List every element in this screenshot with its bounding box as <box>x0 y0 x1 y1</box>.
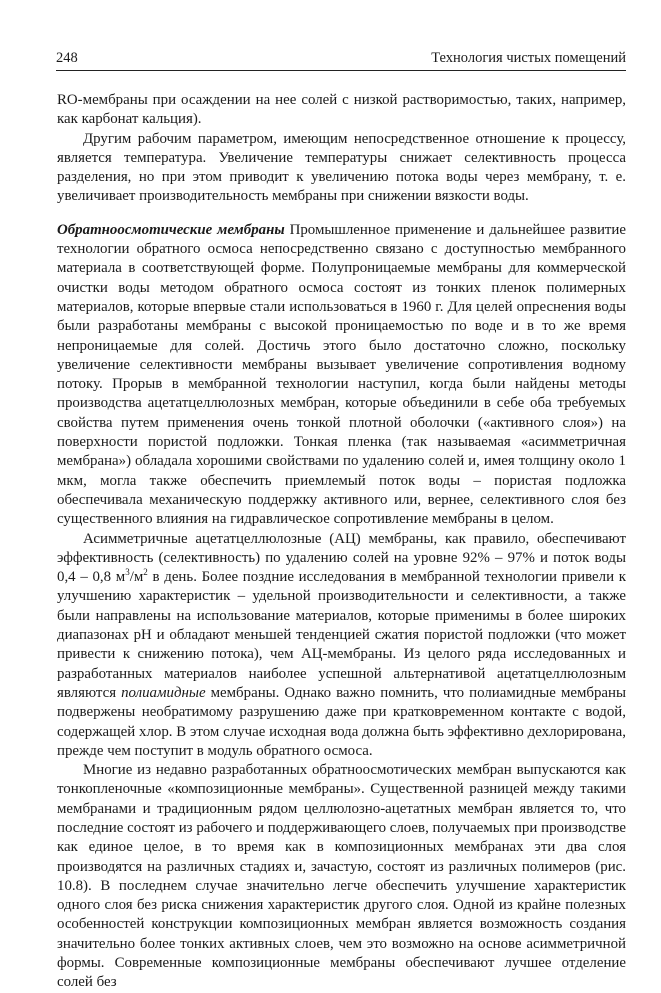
text-segment: мембраны. Однако важно помнить, что полиамидные мембраны подвержены необратимому разрушению даже при кратковременном контакте с водой, содержащей хлор. В этом случае исходная вода должна быть эффективно дехлорирована, прежде чем поступит в модуль обратного осмоса. <box>57 684 627 759</box>
text-segment: в день. Более поздние исследования в мембранной технологии привели к улучшению характеристик – удельной производительности и селективности, а также были направлены на использование материалов, которые применимы в более широких диапазонах pH и обладают меньшей тенденцией сжатия пористой подложки (что может привести к снижению потока), чем АЦ-мембраны. Из целого ряда исследованных и разработанных материалов наиболее успешной альтернативой ацетатцеллюлозным являются <box>57 569 627 701</box>
superscript: 2 <box>143 567 148 578</box>
paragraph-continuation: RO-мембраны при осаждении на нее солей с низкой растворимостью, таких, например, как карбонат кальция). <box>57 92 626 128</box>
paragraph-temperature: Другим рабочим параметром, имеющим непосредственное отношение к процессу, является температура. Увеличение температуры снижает селективность процесса разделения, но при этом приводит к увеличению потока воды через мембрану, т. е. увеличивает производительность мембраны при снижении вязкости воды. <box>57 130 626 205</box>
text-segment: Асимметричные ацетатцеллюлозные (АЦ) мембраны, как правило, обеспечивают эффективность (селективность) по удалению солей на уровне 92% – 97% и поток воды 0,4 – 0,8 м <box>57 530 626 586</box>
italic-term: полиамидные <box>121 684 206 701</box>
running-header <box>56 50 626 71</box>
text-segment: /м <box>129 569 144 586</box>
superscript: 3 <box>125 567 130 578</box>
body-text <box>57 91 626 993</box>
paragraph-ro-membranes <box>57 221 626 530</box>
page-number: 248 <box>56 50 78 66</box>
paragraph-asymmetric-membranes <box>57 530 626 762</box>
paragraph-composite-membranes: Многие из недавно разработанных обратноосмотических мембран выпускаются как тонкопленочные «композиционные мембраны». Существенной разницей между такими мембранами и традиционным рядом целлюлозно-ацетатных мембран является то, что последние состоят из рабочего и поддерживающего слоев, получаемых при производстве как единое целое, в то время как в композиционных мембранах эти два слоя производятся на различных стадиях и, зачастую, состоят из различных полимеров (рис. 10.8). В последнем случае значительно легче обеспечить улучшение характеристик одного слоя без риска снижения характеристик другого слоя. Одной из крайне полезных особенностей конструкции композиционных мембран является возможность создания значительно более тонких активных слоев, чем это возможно на основе асимметричной формы. Современные композиционные мембраны обеспечивают лучшее отделение солей без <box>57 762 626 991</box>
paragraph-ro-membranes-text: Промышленное применение и дальнейшее развитие технологии обратного осмоса непосредственно связано с доступностью мембранного материала в соответствующей форме. Полупроницаемые мембраны для коммерческой очистки воды методом обратного осмоса состоят из тонких пленок полимерных материалов, которые впервые стали использоваться в 1960 г. Для целей опреснения воды были разработаны мембраны с высокой проницаемостью по воде и в то же время непроницаемые для солей. Достичь этого было достаточно сложно, поскольку увеличение селективности мембраны вызывает увеличение сопротивления водному потоку. Прорыв в мембранной технологии наступил, когда были найдены методы производства ацетатцеллюлозных мембран, которые объединили в себе оба требуемых свойства путем применения очень тонкой плотной оболочки («активного слоя») на поверхности пористой подложки. Тонкая пленка (так называемая «асимметричная мембрана») обладала хорошими свойствами по удалению солей и, имея толщину около 1 мкм, могла также обеспечить приемлемый поток воды – пористая подложка обеспечивала механическую поддержку активного или, вернее, селективного слоя без существенного влияния на гидравлическое сопротивление мембраны в целом. <box>57 221 626 528</box>
running-title: Технология чистых помещений <box>431 50 626 66</box>
runin-heading: Обратноосмотические мембраны <box>57 221 285 238</box>
